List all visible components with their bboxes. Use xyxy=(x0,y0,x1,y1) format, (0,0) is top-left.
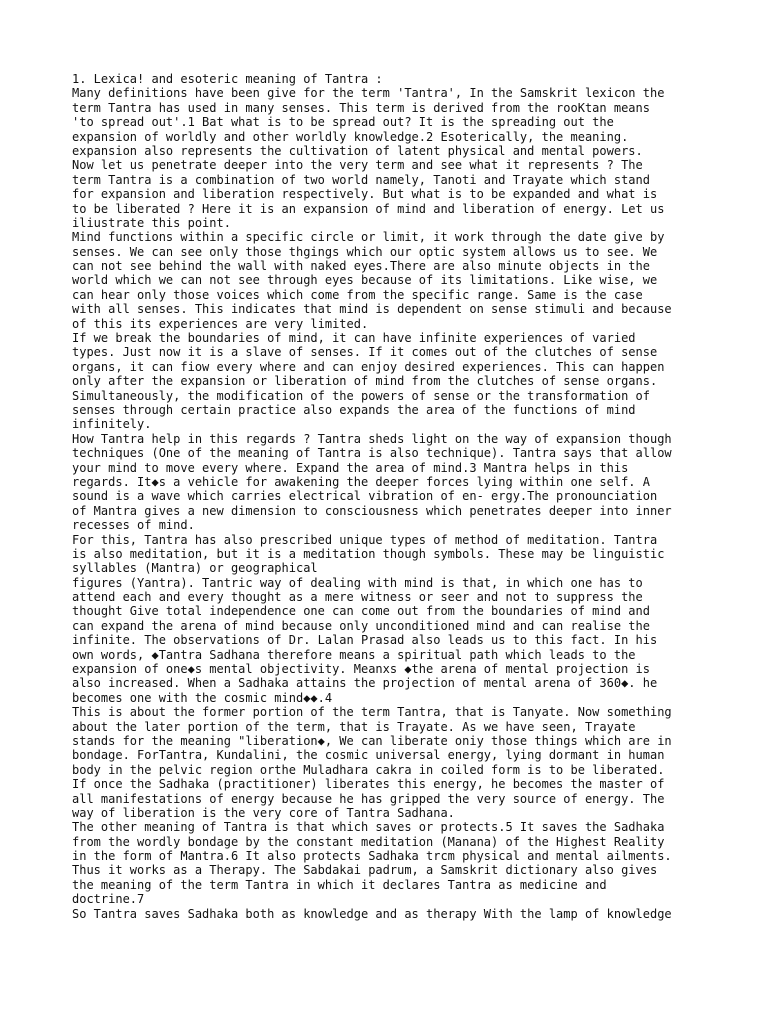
text-line: from the wordly bondage by the constant meditation (Manana) of the Highest Reality xyxy=(72,834,665,849)
text-line: expansion also represents the cultivation of latent physical and mental powers. xyxy=(72,143,643,158)
text-line: about the later portion of the term, that is Trayate. As we have seen, Trayate xyxy=(72,719,636,734)
text-line: techniques (One of the meaning of Tantra is also technique). Tantra says that allow xyxy=(72,446,672,461)
text-line: the meaning of the term Tantra in which it declares Tantra as medicine and xyxy=(72,877,607,892)
text-line: bondage. ForTantra, Kundalini, the cosmic universal energy, lying dormant in human xyxy=(72,748,665,763)
text-line: 'to spread out'.1 Bat what is to be spread out? It is the spreading out the xyxy=(72,115,614,130)
text-line: senses through certain practice also expands the area of the functions of mind xyxy=(72,402,636,417)
text-line: to be liberated ? Here it is an expansion of mind and liberation of energy. Let us xyxy=(72,201,665,216)
text-line: iliustrate this point. xyxy=(72,215,231,230)
text-line: If once the Sadhaka (practitioner) liberates this energy, he becomes the master of xyxy=(72,777,665,792)
text-line: This is about the former portion of the term Tantra, that is Tanyate. Now something xyxy=(72,705,672,720)
text-line: attend each and every thought as a mere witness or seer and not to suppress the xyxy=(72,590,643,605)
text-line: figures (Yantra). Tantric way of dealing with mind is that, in which one has to xyxy=(72,575,643,590)
text-line: can expand the arena of mind because only unconditioned mind and can realise the xyxy=(72,618,650,633)
text-line: Thus it works as a Therapy. The Sabdakai padrum, a Samskrit dictionary also gives xyxy=(72,863,658,878)
text-line: The other meaning of Tantra is that which saves or protects.5 It saves the Sadhaka xyxy=(72,820,665,835)
text-line: also increased. When a Sadhaka attains the projection of mental arena of 360◆. he xyxy=(72,676,658,691)
text-line: term Tantra is a combination of two world namely, Tanoti and Trayate which stand xyxy=(72,172,650,187)
text-line: So Tantra saves Sadhaka both as knowledge and as therapy With the lamp of knowledge xyxy=(72,906,672,921)
text-line: term Tantra has used in many senses. This term is derived from the rooKtan means xyxy=(72,100,650,115)
document-text xyxy=(72,72,712,921)
text-line: only after the expansion or liberation of mind from the clutches of sense organs. xyxy=(72,374,658,389)
text-line: own words, ◆Tantra Sadhana therefore means a spiritual path which leads to the xyxy=(72,647,636,662)
text-line: expansion of one◆s mental objectivity. Meanxs ◆the arena of mental projection is xyxy=(72,662,650,677)
text-line: Now let us penetrate deeper into the very term and see what it represents ? The xyxy=(72,158,643,173)
text-line: Many definitions have been give for the term 'Tantra', In the Samskrit lexicon the xyxy=(72,86,665,101)
text-line: can not see behind the wall with naked eyes.There are also minute objects in the xyxy=(72,259,650,274)
text-line: thought Give total independence one can come out from the boundaries of mind and xyxy=(72,604,650,619)
text-line: For this, Tantra has also prescribed unique types of method of meditation. Tantra xyxy=(72,532,658,547)
text-line: your mind to move every where. Expand the area of mind.3 Mantra helps in this xyxy=(72,460,629,475)
text-line: in the form of Mantra.6 It also protects Sadhaka trcm physical and mental ailments. xyxy=(72,849,672,864)
text-line: Simultaneously, the modification of the powers of sense or the transformation of xyxy=(72,388,650,403)
text-line: recesses of mind. xyxy=(72,518,195,533)
text-line: all manifestations of energy because he has gripped the very source of energy. The xyxy=(72,791,665,806)
text-line: Mind functions within a specific circle or limit, it work through the date give by xyxy=(72,230,665,245)
text-line: 1. Lexica! and esoteric meaning of Tantra : xyxy=(72,72,383,86)
text-line: regards. It◆s a vehicle for awakening the deeper forces lying within one self. A xyxy=(72,474,650,489)
text-line: way of liberation is the very core of Tantra Sadhana. xyxy=(72,805,455,820)
text-line: becomes one with the cosmic mind◆◆.4 xyxy=(72,690,333,705)
text-line: body in the pelvic region orthe Muladhara cakra in coiled form is to be liberated. xyxy=(72,762,665,777)
text-line: organs, it can fiow every where and can enjoy desired experiences. This can happen xyxy=(72,359,665,374)
text-line: for expansion and liberation respectively. But what is to be expanded and what is xyxy=(72,187,658,202)
text-line: of this its experiences are very limited. xyxy=(72,316,369,331)
text-line: with all senses. This indicates that mind is dependent on sense stimuli and because xyxy=(72,302,672,317)
text-line: infinitely. xyxy=(72,417,152,432)
text-line: world which we can not see through eyes because of its limitations. Like wise, we xyxy=(72,273,658,288)
text-line: doctrine.7 xyxy=(72,892,145,907)
text-line: expansion of worldly and other worldly knowledge.2 Esoterically, the meaning. xyxy=(72,129,629,144)
text-line: of Mantra gives a new dimension to consciousness which penetrates deeper into inner xyxy=(72,503,672,518)
text-line: syllables (Mantra) or geographical xyxy=(72,561,318,576)
text-line: stands for the meaning "liberation◆, We can liberate oniy those things which are in xyxy=(72,733,672,748)
text-line: can hear only those voices which come from the specific range. Same is the case xyxy=(72,287,643,302)
text-line: infinite. The observations of Dr. Lalan Prasad also leads us to this fact. In his xyxy=(72,633,658,648)
text-line: types. Just now it is a slave of senses. If it comes out of the clutches of sense xyxy=(72,345,658,360)
text-line: How Tantra help in this regards ? Tantra sheds light on the way of expansion though xyxy=(72,431,672,446)
text-line: sound is a wave which carries electrical vibration of en- ergy.The pronounciation xyxy=(72,489,658,504)
text-line: senses. We can see only those thgings which our optic system allows us to see. We xyxy=(72,244,658,259)
text-line: If we break the boundaries of mind, it can have infinite experiences of varied xyxy=(72,331,636,346)
text-line: is also meditation, but it is a meditation though symbols. These may be linguistic xyxy=(72,546,665,561)
